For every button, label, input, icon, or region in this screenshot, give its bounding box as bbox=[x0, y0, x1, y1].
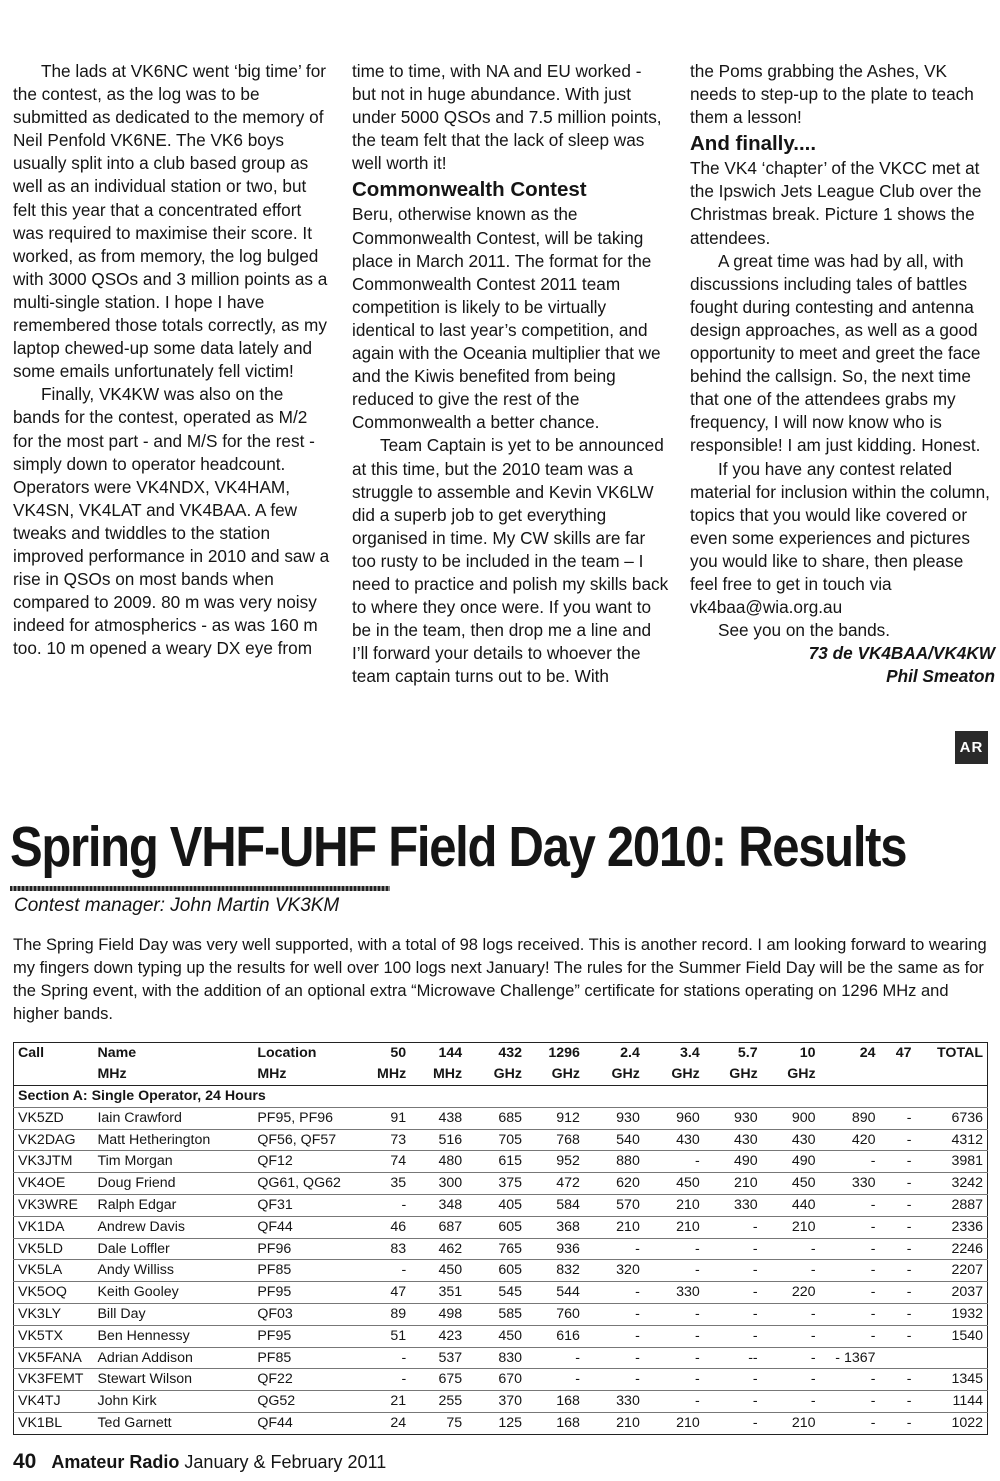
table-cell: - bbox=[644, 1303, 704, 1325]
table-cell: 430 bbox=[644, 1129, 704, 1151]
table-cell: 423 bbox=[410, 1325, 466, 1347]
table-cell: 46 bbox=[358, 1216, 410, 1238]
table-cell: QF03 bbox=[253, 1303, 358, 1325]
table-cell: 320 bbox=[584, 1260, 644, 1282]
column-header: GHz bbox=[493, 1066, 523, 1082]
table-cell: 462 bbox=[410, 1238, 466, 1260]
table-cell: - bbox=[704, 1325, 762, 1347]
column-header: 50 bbox=[390, 1045, 407, 1061]
table-cell: 584 bbox=[526, 1194, 584, 1216]
table-cell: Bill Day bbox=[93, 1303, 253, 1325]
paragraph: The VK4 ‘chapter’ of the VKCC met at the Ipswich Jets League Club over the Christmas break. Picture 1 shows the attendees. bbox=[690, 158, 982, 248]
table-cell: - 1367 bbox=[820, 1347, 880, 1369]
table-cell: 830 bbox=[466, 1347, 526, 1369]
table-cell: QF44 bbox=[253, 1216, 358, 1238]
table-cell: 2037 bbox=[915, 1282, 987, 1304]
table-cell: - bbox=[820, 1151, 880, 1173]
table-cell: 1345 bbox=[915, 1369, 987, 1391]
table-cell: - bbox=[358, 1347, 410, 1369]
table-cell: - bbox=[704, 1412, 762, 1434]
table-row bbox=[14, 1325, 988, 1347]
table-cell: - bbox=[880, 1173, 916, 1195]
table-cell: 89 bbox=[358, 1303, 410, 1325]
table-cell: VK5OQ bbox=[14, 1282, 94, 1304]
table-cell: 2246 bbox=[915, 1238, 987, 1260]
table-cell: QF22 bbox=[253, 1369, 358, 1391]
column-header: GHz bbox=[787, 1066, 816, 1082]
column-header: 432 bbox=[498, 1045, 523, 1061]
table-cell: - bbox=[762, 1391, 820, 1413]
table-cell: VK1DA bbox=[14, 1216, 94, 1238]
column-header: 5.7 bbox=[737, 1045, 758, 1061]
paragraph: If you have any contest related material for inclusion within the column, topics that you would like covered or even some experiences and pictures you would like to share, then please feel free to get in touch via vk4baa@wia.org.au bbox=[690, 458, 990, 618]
table-header-row bbox=[14, 1043, 988, 1066]
table-cell: 912 bbox=[526, 1107, 584, 1129]
table-cell: 2887 bbox=[915, 1194, 987, 1216]
table-cell: - bbox=[644, 1391, 704, 1413]
table-row bbox=[14, 1347, 988, 1369]
table-cell: QF31 bbox=[253, 1194, 358, 1216]
paragraph: time to time, with NA and EU worked - but not in huge abundance. With just under 5000 QSOs and 7.5 million points, the team felt that the lack of sleep was well worth it! bbox=[352, 61, 662, 174]
table-cell: 832 bbox=[526, 1260, 584, 1282]
table-cell: 545 bbox=[466, 1282, 526, 1304]
table-cell: 450 bbox=[762, 1173, 820, 1195]
table-row bbox=[14, 1107, 988, 1129]
table-cell: 168 bbox=[526, 1391, 584, 1413]
table-cell: - bbox=[880, 1151, 916, 1173]
column-header: GHz bbox=[611, 1066, 640, 1082]
table-header-units-row bbox=[14, 1065, 988, 1086]
table-cell: QG61, QG62 bbox=[253, 1173, 358, 1195]
table-cell: 3242 bbox=[915, 1173, 987, 1195]
section-label: Section A: Single Operator, 24 Hours bbox=[14, 1086, 988, 1108]
table-cell: 1144 bbox=[915, 1391, 987, 1413]
table-cell: 1932 bbox=[915, 1303, 987, 1325]
table-cell: Andrew Davis bbox=[93, 1216, 253, 1238]
table-cell: 210 bbox=[584, 1412, 644, 1434]
table-row bbox=[14, 1369, 988, 1391]
table-cell: VK3WRE bbox=[14, 1194, 94, 1216]
table-cell: 687 bbox=[410, 1216, 466, 1238]
table-cell: Iain Crawford bbox=[93, 1107, 253, 1129]
table-cell: - bbox=[704, 1238, 762, 1260]
table-cell: 330 bbox=[820, 1173, 880, 1195]
table-cell: Ralph Edgar bbox=[93, 1194, 253, 1216]
table-cell: - bbox=[880, 1369, 916, 1391]
table-cell: 47 bbox=[358, 1282, 410, 1304]
table-cell: VK5LD bbox=[14, 1238, 94, 1260]
table-cell: - bbox=[358, 1194, 410, 1216]
table-cell: - bbox=[880, 1391, 916, 1413]
table-cell: - bbox=[762, 1238, 820, 1260]
table-cell: - bbox=[762, 1369, 820, 1391]
column-header: 2.4 bbox=[620, 1045, 640, 1061]
table-cell: 210 bbox=[762, 1412, 820, 1434]
table-cell: - bbox=[584, 1369, 644, 1391]
table-cell: - bbox=[820, 1391, 880, 1413]
column-header: 24 bbox=[859, 1045, 876, 1061]
table-cell: 125 bbox=[466, 1412, 526, 1434]
amateur-radio-logo-icon: AR bbox=[955, 731, 988, 764]
table-cell: 498 bbox=[410, 1303, 466, 1325]
column-header: Location bbox=[257, 1045, 317, 1061]
table-cell: 472 bbox=[526, 1173, 584, 1195]
table-cell: PF85 bbox=[253, 1260, 358, 1282]
table-cell: 420 bbox=[820, 1129, 880, 1151]
paragraph: The lads at VK6NC went ‘big time’ for the contest, as the log was to be submitted as dedicated to the memory of Neil Penfold VK6NE. The VK6 boys usually split into a club based group as well as an individual station or two, but felt this year that a concentrated effort was required to maximise their score. It worked, as from memory, the log bulged with 3000 QSOs and 3 million points as a multi-single station. I hope I have remembered those totals correctly, as my laptop chewed-up some data lately and some emails unfortunately fell victim! bbox=[13, 61, 328, 382]
table-cell: Stewart Wilson bbox=[93, 1369, 253, 1391]
table-cell: 255 bbox=[410, 1391, 466, 1413]
table-cell: - bbox=[762, 1260, 820, 1282]
column-header bbox=[820, 1065, 880, 1086]
table-cell: - bbox=[880, 1238, 916, 1260]
section-heading: Commonwealth Contest bbox=[352, 178, 587, 202]
table-row bbox=[14, 1151, 988, 1173]
column-header: 3.4 bbox=[680, 1045, 700, 1061]
table-cell: 168 bbox=[526, 1412, 584, 1434]
table-cell: 330 bbox=[584, 1391, 644, 1413]
table-row bbox=[14, 1391, 988, 1413]
table-cell: 2207 bbox=[915, 1260, 987, 1282]
table-cell: 4312 bbox=[915, 1129, 987, 1151]
column-header: MHz bbox=[432, 1066, 463, 1082]
table-cell: QF44 bbox=[253, 1412, 358, 1434]
table-cell: 952 bbox=[526, 1151, 584, 1173]
table-cell: VK3FEMT bbox=[14, 1369, 94, 1391]
table-cell: 544 bbox=[526, 1282, 584, 1304]
table-row bbox=[14, 1129, 988, 1151]
page-number: 40 bbox=[13, 1450, 37, 1473]
table-section-row bbox=[14, 1086, 988, 1108]
table-cell: PF95, PF96 bbox=[253, 1107, 358, 1129]
table-cell: VK5TX bbox=[14, 1325, 94, 1347]
table-cell: - bbox=[704, 1369, 762, 1391]
table-row bbox=[14, 1238, 988, 1260]
table-cell: - bbox=[358, 1260, 410, 1282]
table-cell: VK4OE bbox=[14, 1173, 94, 1195]
article-title: Spring VHF-UHF Field Day 2010: Results bbox=[10, 815, 907, 879]
table-cell: PF95 bbox=[253, 1282, 358, 1304]
table-cell: QG52 bbox=[253, 1391, 358, 1413]
table-cell: - bbox=[704, 1303, 762, 1325]
table-row bbox=[14, 1260, 988, 1282]
table-cell: - bbox=[358, 1369, 410, 1391]
table-cell: 450 bbox=[466, 1325, 526, 1347]
table-cell: PF95 bbox=[253, 1325, 358, 1347]
table-row bbox=[14, 1282, 988, 1304]
table-cell: - bbox=[584, 1347, 644, 1369]
table-cell: - bbox=[820, 1216, 880, 1238]
table-cell: 490 bbox=[762, 1151, 820, 1173]
table-cell: 440 bbox=[762, 1194, 820, 1216]
table-cell: - bbox=[880, 1260, 916, 1282]
table-cell: PF85 bbox=[253, 1347, 358, 1369]
magazine-name: Amateur Radio bbox=[51, 1452, 180, 1472]
table-cell: 1022 bbox=[915, 1412, 987, 1434]
table-cell: - bbox=[762, 1325, 820, 1347]
table-cell: 616 bbox=[526, 1325, 584, 1347]
paragraph: Team Captain is yet to be announced at this time, but the 2010 team was a struggle to assemble and Kevin VK6LW did a superb job to get everything organised in time. My CW skills are far too rusty to be included in the team – I need to practice and polish my skills back to where they once were. If you want to be in the team, then drop me a line and I’ll forward your details to whoever the team captain turns out to be. With bbox=[352, 435, 669, 687]
table-cell: 615 bbox=[466, 1151, 526, 1173]
table-cell: 490 bbox=[704, 1151, 762, 1173]
table-cell: 480 bbox=[410, 1151, 466, 1173]
table-cell: - bbox=[880, 1325, 916, 1347]
table-cell: - bbox=[644, 1347, 704, 1369]
paragraph: the Poms grabbing the Ashes, VK needs to step-up to the plate to teach them a lesson! bbox=[690, 61, 974, 128]
table-cell: 300 bbox=[410, 1173, 466, 1195]
table-cell: - bbox=[584, 1238, 644, 1260]
table-cell: 936 bbox=[526, 1238, 584, 1260]
title-rule bbox=[10, 886, 390, 891]
table-cell: - bbox=[880, 1303, 916, 1325]
table-cell: 2336 bbox=[915, 1216, 987, 1238]
column-header: MHz bbox=[257, 1066, 287, 1082]
table-cell: 960 bbox=[644, 1107, 704, 1129]
table-cell: VK2DAG bbox=[14, 1129, 94, 1151]
table-cell: VK4TJ bbox=[14, 1391, 94, 1413]
column-header: 144 bbox=[438, 1045, 463, 1061]
article-intro: The Spring Field Day was very well supported, with a total of 98 logs received. This is another record. I am looking forward to wearing my fingers down typing up the results for well over 100 logs next January! The rules for the Summer Field Day will be the same as for the Spring event, with the addition of an optional extra “Microwave Challenge” certificate for stations operating on 1296 MHz and higher bands. bbox=[13, 936, 987, 1023]
table-cell: 930 bbox=[584, 1107, 644, 1129]
table-cell bbox=[880, 1347, 916, 1369]
table-cell: 210 bbox=[644, 1412, 704, 1434]
column-header: GHz bbox=[551, 1066, 580, 1082]
table-cell: - bbox=[644, 1260, 704, 1282]
table-cell: Tim Morgan bbox=[93, 1151, 253, 1173]
table-cell: Dale Loffler bbox=[93, 1238, 253, 1260]
table-cell: 540 bbox=[584, 1129, 644, 1151]
table-cell: 75 bbox=[410, 1412, 466, 1434]
issue-date: January & February 2011 bbox=[184, 1452, 387, 1472]
table-cell: 74 bbox=[358, 1151, 410, 1173]
table-cell: 375 bbox=[466, 1173, 526, 1195]
table-cell: 760 bbox=[526, 1303, 584, 1325]
table-row bbox=[14, 1412, 988, 1434]
table-cell: - bbox=[820, 1303, 880, 1325]
table-cell: - bbox=[762, 1347, 820, 1369]
table-cell: 24 bbox=[358, 1412, 410, 1434]
table-cell bbox=[915, 1347, 987, 1369]
table-cell: 210 bbox=[762, 1216, 820, 1238]
signature-name: Phil Smeaton bbox=[886, 666, 995, 687]
table-cell: - bbox=[584, 1282, 644, 1304]
table-cell: 21 bbox=[358, 1391, 410, 1413]
table-cell: 438 bbox=[410, 1107, 466, 1129]
table-cell: 450 bbox=[410, 1260, 466, 1282]
table-cell: VK5FANA bbox=[14, 1347, 94, 1369]
table-cell: - bbox=[644, 1238, 704, 1260]
table-cell: 35 bbox=[358, 1173, 410, 1195]
table-cell: - bbox=[584, 1303, 644, 1325]
table-cell: 91 bbox=[358, 1107, 410, 1129]
table-cell: - bbox=[820, 1369, 880, 1391]
table-cell: VK3JTM bbox=[14, 1151, 94, 1173]
column-header bbox=[14, 1065, 94, 1086]
column-header: TOTAL bbox=[937, 1045, 983, 1061]
table-cell: VK3LY bbox=[14, 1303, 94, 1325]
table-cell: - bbox=[762, 1303, 820, 1325]
table-cell: 6736 bbox=[915, 1107, 987, 1129]
table-cell: - bbox=[704, 1282, 762, 1304]
table-cell: - bbox=[880, 1129, 916, 1151]
paragraph: A great time was had by all, with discussions including tales of battles fought during contesting and antenna design approaches, as well as a good opportunity to meet and greet the face behind the callsign. So, the next time that one of the attendees grabs my frequency, I will now know who is responsible! I am just kidding. Honest. bbox=[690, 250, 981, 456]
table-cell: - bbox=[644, 1325, 704, 1347]
column-middle bbox=[352, 60, 670, 688]
paragraph: Beru, otherwise known as the Commonwealth Contest, will be taking place in March 2011. The format for the Commonwealth Contest 2011 team competition is likely to be virtually identical to last year’s competition, and again with the Oceania multiplier that we and the Kiwis benefited from being reduced to give the rest of the Commonwealth a better chance. bbox=[352, 204, 661, 433]
table-row bbox=[14, 1216, 988, 1238]
table-cell: - bbox=[820, 1325, 880, 1347]
results-table bbox=[13, 1042, 988, 1435]
table-cell: - bbox=[584, 1325, 644, 1347]
table-cell: - bbox=[880, 1216, 916, 1238]
table-cell: 351 bbox=[410, 1282, 466, 1304]
table-cell: 768 bbox=[526, 1129, 584, 1151]
paragraph: Finally, VK4KW was also on the bands for the contest, operated as M/2 for the most part - and M/S for the rest - simply down to operator headcount. Operators were VK4NDX, VK4HAM, VK4SN, VK4LAT and VK4BAA. A few tweaks and twiddles to the station improved performance in 2010 and saw a rise in QSOs on most bands when compared to 2009. 80 m was very noisy indeed for atmospherics - as was 160 m too. 10 m opened a weary DX eye from bbox=[13, 384, 330, 659]
table-cell: - bbox=[820, 1194, 880, 1216]
signature-callsign: 73 de VK4BAA/VK4KW bbox=[808, 643, 995, 664]
table-row bbox=[14, 1194, 988, 1216]
table-cell: Andy Williss bbox=[93, 1260, 253, 1282]
table-cell: -- bbox=[704, 1347, 762, 1369]
column-right bbox=[690, 60, 995, 688]
table-cell: - bbox=[704, 1216, 762, 1238]
table-cell: 210 bbox=[644, 1194, 704, 1216]
table-cell: VK1BL bbox=[14, 1412, 94, 1434]
table-cell: Doug Friend bbox=[93, 1173, 253, 1195]
table-cell: - bbox=[820, 1238, 880, 1260]
table-cell: 900 bbox=[762, 1107, 820, 1129]
table-cell: Ted Garnett bbox=[93, 1412, 253, 1434]
table-cell: 51 bbox=[358, 1325, 410, 1347]
table-cell: QF12 bbox=[253, 1151, 358, 1173]
table-cell: 405 bbox=[466, 1194, 526, 1216]
table-cell: - bbox=[526, 1347, 584, 1369]
table-cell: 430 bbox=[762, 1129, 820, 1151]
table-cell: - bbox=[704, 1260, 762, 1282]
table-cell: 330 bbox=[644, 1282, 704, 1304]
table-cell: 880 bbox=[584, 1151, 644, 1173]
table-cell: 3981 bbox=[915, 1151, 987, 1173]
table-row bbox=[14, 1303, 988, 1325]
column-header: 1296 bbox=[548, 1045, 580, 1061]
table-cell: - bbox=[820, 1282, 880, 1304]
column-header: GHz bbox=[671, 1066, 700, 1082]
column-header: Name bbox=[97, 1045, 137, 1061]
table-cell: VK5LA bbox=[14, 1260, 94, 1282]
table-cell: Keith Gooley bbox=[93, 1282, 253, 1304]
table-cell: 210 bbox=[584, 1216, 644, 1238]
table-cell: 890 bbox=[820, 1107, 880, 1129]
table-cell: 430 bbox=[704, 1129, 762, 1151]
column-header: MHz bbox=[97, 1066, 127, 1082]
table-cell: QF56, QF57 bbox=[253, 1129, 358, 1151]
column-header: Call bbox=[18, 1045, 45, 1061]
table-cell: - bbox=[880, 1194, 916, 1216]
column-header: 47 bbox=[895, 1045, 912, 1061]
section-heading: And finally.... bbox=[690, 132, 817, 156]
table-cell: 537 bbox=[410, 1347, 466, 1369]
table-cell: 220 bbox=[762, 1282, 820, 1304]
table-cell: 210 bbox=[704, 1173, 762, 1195]
table-cell: 450 bbox=[644, 1173, 704, 1195]
table-cell: - bbox=[880, 1412, 916, 1434]
table-cell: 685 bbox=[466, 1107, 526, 1129]
table-cell: Matt Hetherington bbox=[93, 1129, 253, 1151]
table-cell: 605 bbox=[466, 1216, 526, 1238]
column-left bbox=[13, 60, 331, 660]
table-cell: VK5ZD bbox=[14, 1107, 94, 1129]
table-cell: 210 bbox=[644, 1216, 704, 1238]
table-cell: 348 bbox=[410, 1194, 466, 1216]
table-cell: 1540 bbox=[915, 1325, 987, 1347]
table-cell: 620 bbox=[584, 1173, 644, 1195]
table-cell: - bbox=[820, 1412, 880, 1434]
table-cell: 585 bbox=[466, 1303, 526, 1325]
table-cell: - bbox=[880, 1107, 916, 1129]
column-header bbox=[915, 1065, 987, 1086]
table-cell: 930 bbox=[704, 1107, 762, 1129]
table-cell: - bbox=[880, 1282, 916, 1304]
table-cell: 73 bbox=[358, 1129, 410, 1151]
table-cell: - bbox=[526, 1369, 584, 1391]
table-cell: - bbox=[820, 1260, 880, 1282]
table-cell: 570 bbox=[584, 1194, 644, 1216]
column-header bbox=[880, 1065, 916, 1086]
table-cell: - bbox=[704, 1391, 762, 1413]
column-header: GHz bbox=[729, 1066, 758, 1082]
table-cell: John Kirk bbox=[93, 1391, 253, 1413]
table-cell: Adrian Addison bbox=[93, 1347, 253, 1369]
table-cell: 368 bbox=[526, 1216, 584, 1238]
contest-manager-byline: Contest manager: John Martin VK3KM bbox=[14, 895, 340, 916]
table-cell: 670 bbox=[466, 1369, 526, 1391]
table-cell: - bbox=[644, 1369, 704, 1391]
table-cell: 705 bbox=[466, 1129, 526, 1151]
table-cell: 605 bbox=[466, 1260, 526, 1282]
table-cell: 370 bbox=[466, 1391, 526, 1413]
table-cell: PF96 bbox=[253, 1238, 358, 1260]
table-row bbox=[14, 1173, 988, 1195]
table-cell: 330 bbox=[704, 1194, 762, 1216]
paragraph: See you on the bands. bbox=[718, 620, 891, 641]
table-cell: 765 bbox=[466, 1238, 526, 1260]
column-header: MHz bbox=[377, 1066, 407, 1082]
table-cell: - bbox=[644, 1151, 704, 1173]
column-header: 10 bbox=[799, 1045, 816, 1061]
page-footer bbox=[13, 1450, 386, 1474]
table-cell: 83 bbox=[358, 1238, 410, 1260]
table-cell: 516 bbox=[410, 1129, 466, 1151]
table-cell: 675 bbox=[410, 1369, 466, 1391]
table-cell: Ben Hennessy bbox=[93, 1325, 253, 1347]
